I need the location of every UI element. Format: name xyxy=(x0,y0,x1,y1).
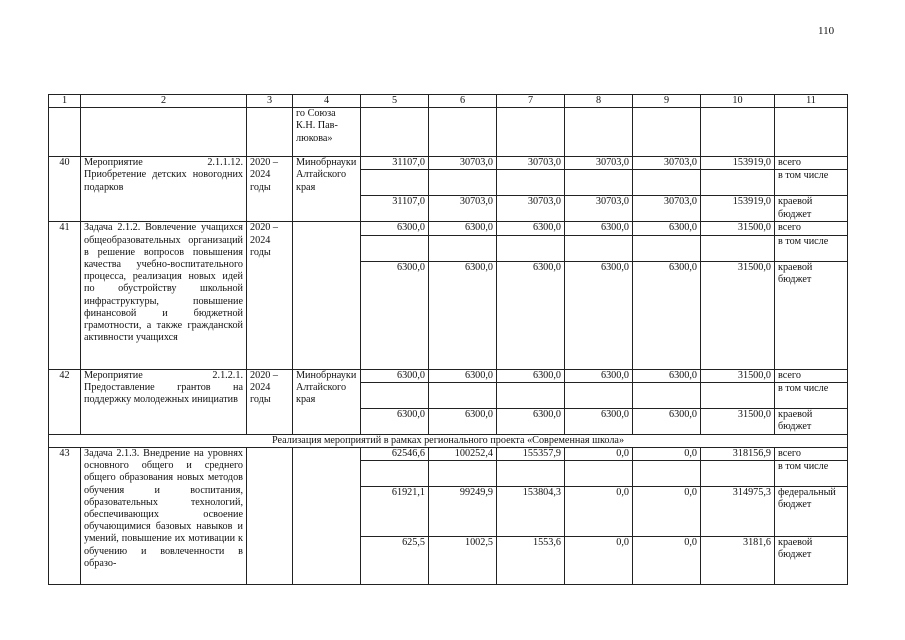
column-header: 3 xyxy=(247,95,293,108)
value-cell: 6300,0 xyxy=(497,222,565,235)
value-cell: 62546,6 xyxy=(361,448,429,461)
value-cell xyxy=(497,170,565,196)
value-cell: 3181,6 xyxy=(701,537,775,585)
row-number: 43 xyxy=(49,448,81,585)
value-cell xyxy=(701,382,775,408)
value-cell xyxy=(565,235,633,261)
value-cell: 30703,0 xyxy=(429,196,497,222)
value-cell xyxy=(633,382,701,408)
value-cell: 99249,9 xyxy=(429,487,497,537)
value-cell: 6300,0 xyxy=(565,408,633,434)
column-number-row xyxy=(49,95,848,108)
value-cell xyxy=(565,461,633,487)
value-cell: 6300,0 xyxy=(429,408,497,434)
value-cell: 6300,0 xyxy=(633,261,701,369)
source-cell: в том числе xyxy=(775,235,848,261)
value-cell: 0,0 xyxy=(565,487,633,537)
value-cell: 30703,0 xyxy=(565,157,633,170)
measure-name: Мероприятие 2.1.2.1. Предоставление грантов на поддержку молодежных инициатив xyxy=(81,369,247,434)
value-cell xyxy=(361,170,429,196)
source-cell: всего xyxy=(775,448,848,461)
value-cell: 31500,0 xyxy=(701,261,775,369)
value-cell xyxy=(633,461,701,487)
value-cell xyxy=(497,235,565,261)
value-cell: 6300,0 xyxy=(429,261,497,369)
value-cell: 0,0 xyxy=(633,487,701,537)
value-cell xyxy=(429,170,497,196)
section-title: Реализация мероприятий в рамках регионального проекта «Современная школа» xyxy=(49,434,848,447)
value-cell: 30703,0 xyxy=(565,196,633,222)
value-cell xyxy=(497,382,565,408)
value-cell: 153919,0 xyxy=(701,196,775,222)
value-cell: 6300,0 xyxy=(361,222,429,235)
value-cell xyxy=(565,382,633,408)
value-cell: 155357,9 xyxy=(497,448,565,461)
task-name: Задача 2.1.2. Вовлечение учащихся общеобразовательных организаций в решение вопросов повышения качества учебно-воспитательного процесса, реализация новых идей по обустройству школьной инфраструктуры, повышение финансовой и бюджетной грамотности, а также гражданской активности учащихся xyxy=(81,222,247,369)
value-cell: 6300,0 xyxy=(361,261,429,369)
value-cell: 0,0 xyxy=(633,448,701,461)
section-row xyxy=(49,434,848,447)
value-cell xyxy=(429,382,497,408)
value-cell xyxy=(361,235,429,261)
responsible-cell: Минобрнауки Алтайского края xyxy=(293,369,361,434)
value-cell: 30703,0 xyxy=(633,157,701,170)
column-header: 7 xyxy=(497,95,565,108)
value-cell: 100252,4 xyxy=(429,448,497,461)
value-cell: 1002,5 xyxy=(429,537,497,585)
value-cell: 0,0 xyxy=(565,448,633,461)
budget-table xyxy=(48,94,848,585)
value-cell: 31107,0 xyxy=(361,157,429,170)
responsible-cell: Минобрнауки Алтайского края xyxy=(293,157,361,222)
table-row xyxy=(49,157,848,170)
table-row xyxy=(49,448,848,461)
value-cell: 30703,0 xyxy=(497,157,565,170)
column-header: 2 xyxy=(81,95,247,108)
value-cell: 6300,0 xyxy=(497,408,565,434)
value-cell xyxy=(429,235,497,261)
value-cell: 1553,6 xyxy=(497,537,565,585)
value-cell: 61921,1 xyxy=(361,487,429,537)
value-cell: 625,5 xyxy=(361,537,429,585)
source-cell: в том числе xyxy=(775,461,848,487)
value-cell: 30703,0 xyxy=(633,196,701,222)
value-cell: 6300,0 xyxy=(361,369,429,382)
row-number: 41 xyxy=(49,222,81,369)
value-cell: 318156,9 xyxy=(701,448,775,461)
task-name: Задача 2.1.3. Внедрение на уровнях основного общего и среднего общего образования новых методов обучения и воспитания, образовательных технологий, обеспечивающих освоение обучающимися базовых навыков и умений, повышение их мотивации к обучению и вовлеченности в образо- xyxy=(81,448,247,585)
value-cell: 30703,0 xyxy=(429,157,497,170)
value-cell: 6300,0 xyxy=(429,222,497,235)
column-header: 10 xyxy=(701,95,775,108)
value-cell: 6300,0 xyxy=(633,408,701,434)
source-cell: всего xyxy=(775,222,848,235)
row-number: 40 xyxy=(49,157,81,222)
source-cell: краевой бюджет xyxy=(775,261,848,369)
responsible-cell xyxy=(293,222,361,369)
value-cell: 314975,3 xyxy=(701,487,775,537)
column-header: 9 xyxy=(633,95,701,108)
source-cell: в том числе xyxy=(775,170,848,196)
source-cell: всего xyxy=(775,369,848,382)
value-cell: 6300,0 xyxy=(633,222,701,235)
page-number: 110 xyxy=(818,25,835,37)
row-number: 42 xyxy=(49,369,81,434)
source-cell: в том числе xyxy=(775,382,848,408)
value-cell: 6300,0 xyxy=(429,369,497,382)
table-row xyxy=(49,222,848,235)
value-cell: 153919,0 xyxy=(701,157,775,170)
years-cell xyxy=(247,448,293,585)
value-cell: 31500,0 xyxy=(701,369,775,382)
value-cell: 153804,3 xyxy=(497,487,565,537)
value-cell: 6300,0 xyxy=(565,261,633,369)
value-cell xyxy=(361,382,429,408)
value-cell: 6300,0 xyxy=(361,408,429,434)
column-header: 1 xyxy=(49,95,81,108)
source-cell: краевой бюджет xyxy=(775,196,848,222)
value-cell xyxy=(633,235,701,261)
value-cell: 31500,0 xyxy=(701,222,775,235)
value-cell xyxy=(361,461,429,487)
value-cell: 6300,0 xyxy=(497,261,565,369)
value-cell: 31500,0 xyxy=(701,408,775,434)
table-row xyxy=(49,108,848,157)
years-cell: 2020 – 2024 годы xyxy=(247,369,293,434)
value-cell: 31107,0 xyxy=(361,196,429,222)
responsible-cell xyxy=(293,448,361,585)
value-cell: 0,0 xyxy=(565,537,633,585)
value-cell xyxy=(633,170,701,196)
years-cell: 2020 – 2024 годы xyxy=(247,222,293,369)
column-header: 8 xyxy=(565,95,633,108)
value-cell xyxy=(497,461,565,487)
column-header: 11 xyxy=(775,95,848,108)
column-header: 5 xyxy=(361,95,429,108)
column-header: 4 xyxy=(293,95,361,108)
source-cell: федеральный бюджет xyxy=(775,487,848,537)
value-cell: 30703,0 xyxy=(497,196,565,222)
value-cell: 6300,0 xyxy=(565,222,633,235)
value-cell xyxy=(429,461,497,487)
value-cell xyxy=(565,170,633,196)
measure-name: Мероприятие 2.1.1.12. Приобретение детских новогодних подарков xyxy=(81,157,247,222)
value-cell: 6300,0 xyxy=(565,369,633,382)
source-cell: краевой бюджет xyxy=(775,537,848,585)
source-cell: краевой бюджет xyxy=(775,408,848,434)
value-cell: 0,0 xyxy=(633,537,701,585)
value-cell xyxy=(701,235,775,261)
table-row xyxy=(49,369,848,382)
column-header: 6 xyxy=(429,95,497,108)
value-cell xyxy=(701,170,775,196)
value-cell: 6300,0 xyxy=(633,369,701,382)
source-cell: всего xyxy=(775,157,848,170)
value-cell xyxy=(701,461,775,487)
responsible-cell: го Союза К.Н. Пав-люкова» xyxy=(293,108,361,157)
value-cell: 6300,0 xyxy=(497,369,565,382)
years-cell: 2020 – 2024 годы xyxy=(247,157,293,222)
